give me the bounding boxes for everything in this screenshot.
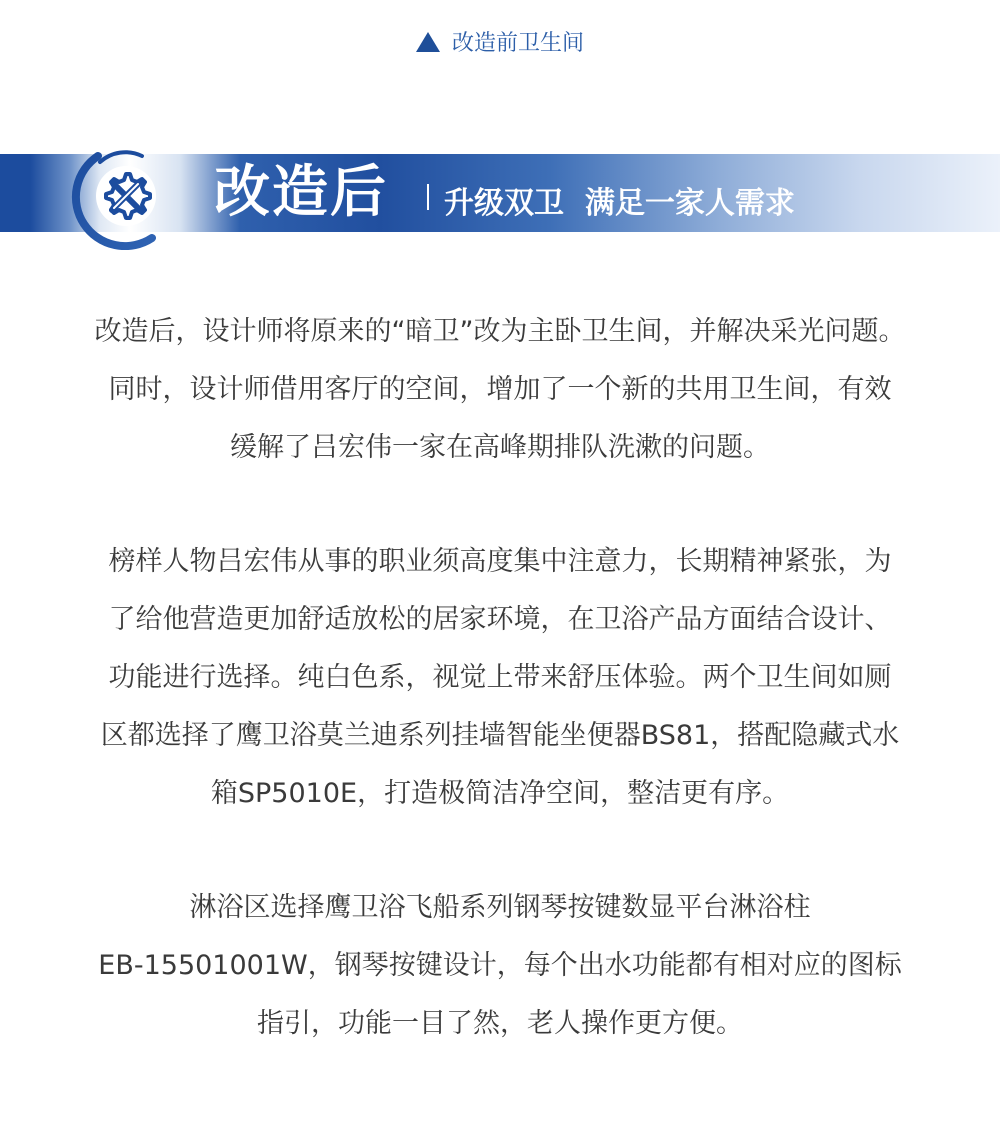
paragraph-3 bbox=[70, 879, 930, 1053]
caption-text: 改造前卫生间 bbox=[451, 31, 584, 56]
image-caption bbox=[0, 28, 1000, 60]
paragraph-line: 区都选择了鹰卫浴莫兰迪系列挂墙智能坐便器BS81，搭配隐藏式水 bbox=[100, 720, 900, 751]
triangle-up-icon bbox=[416, 32, 440, 52]
article-body bbox=[70, 303, 930, 1053]
paragraph-2 bbox=[70, 533, 930, 823]
banner-title: 改造后 bbox=[214, 160, 388, 225]
paragraph-line: 改造后，设计师将原来的“暗卫”改为主卧卫生间，并解决采光问题。 bbox=[94, 316, 906, 347]
paragraph-line: 指引，功能一目了然，老人操作更方便。 bbox=[257, 1008, 743, 1039]
paragraph-line: 箱SP5010E，打造极简洁净空间，整洁更有序。 bbox=[210, 778, 790, 809]
paragraph-line: 了给他营造更加舒适放松的居家环境，在卫浴产品方面结合设计、 bbox=[108, 604, 892, 635]
paragraph-line: 同时，设计师借用客厅的空间，增加了一个新的共用卫生间，有效 bbox=[108, 374, 892, 405]
banner-subtitle: 升级双卫 满足一家人需求 bbox=[444, 186, 795, 221]
gear-tools-icon bbox=[70, 140, 180, 250]
paragraph-line: 淋浴区选择鹰卫浴飞船系列钢琴按键数显平台淋浴柱 bbox=[189, 892, 811, 923]
paragraph-line: EB-15501001W，钢琴按键设计，每个出水功能都有相对应的图标 bbox=[98, 950, 902, 981]
paragraph-1 bbox=[70, 303, 930, 477]
banner-divider bbox=[427, 184, 429, 210]
paragraph-line: 榜样人物吕宏伟从事的职业须高度集中注意力，长期精神紧张，为 bbox=[108, 546, 892, 577]
paragraph-line: 缓解了吕宏伟一家在高峰期排队洗漱的问题。 bbox=[230, 432, 770, 463]
paragraph-line: 功能进行选择。纯白色系，视觉上带来舒压体验。两个卫生间如厕 bbox=[108, 662, 892, 693]
